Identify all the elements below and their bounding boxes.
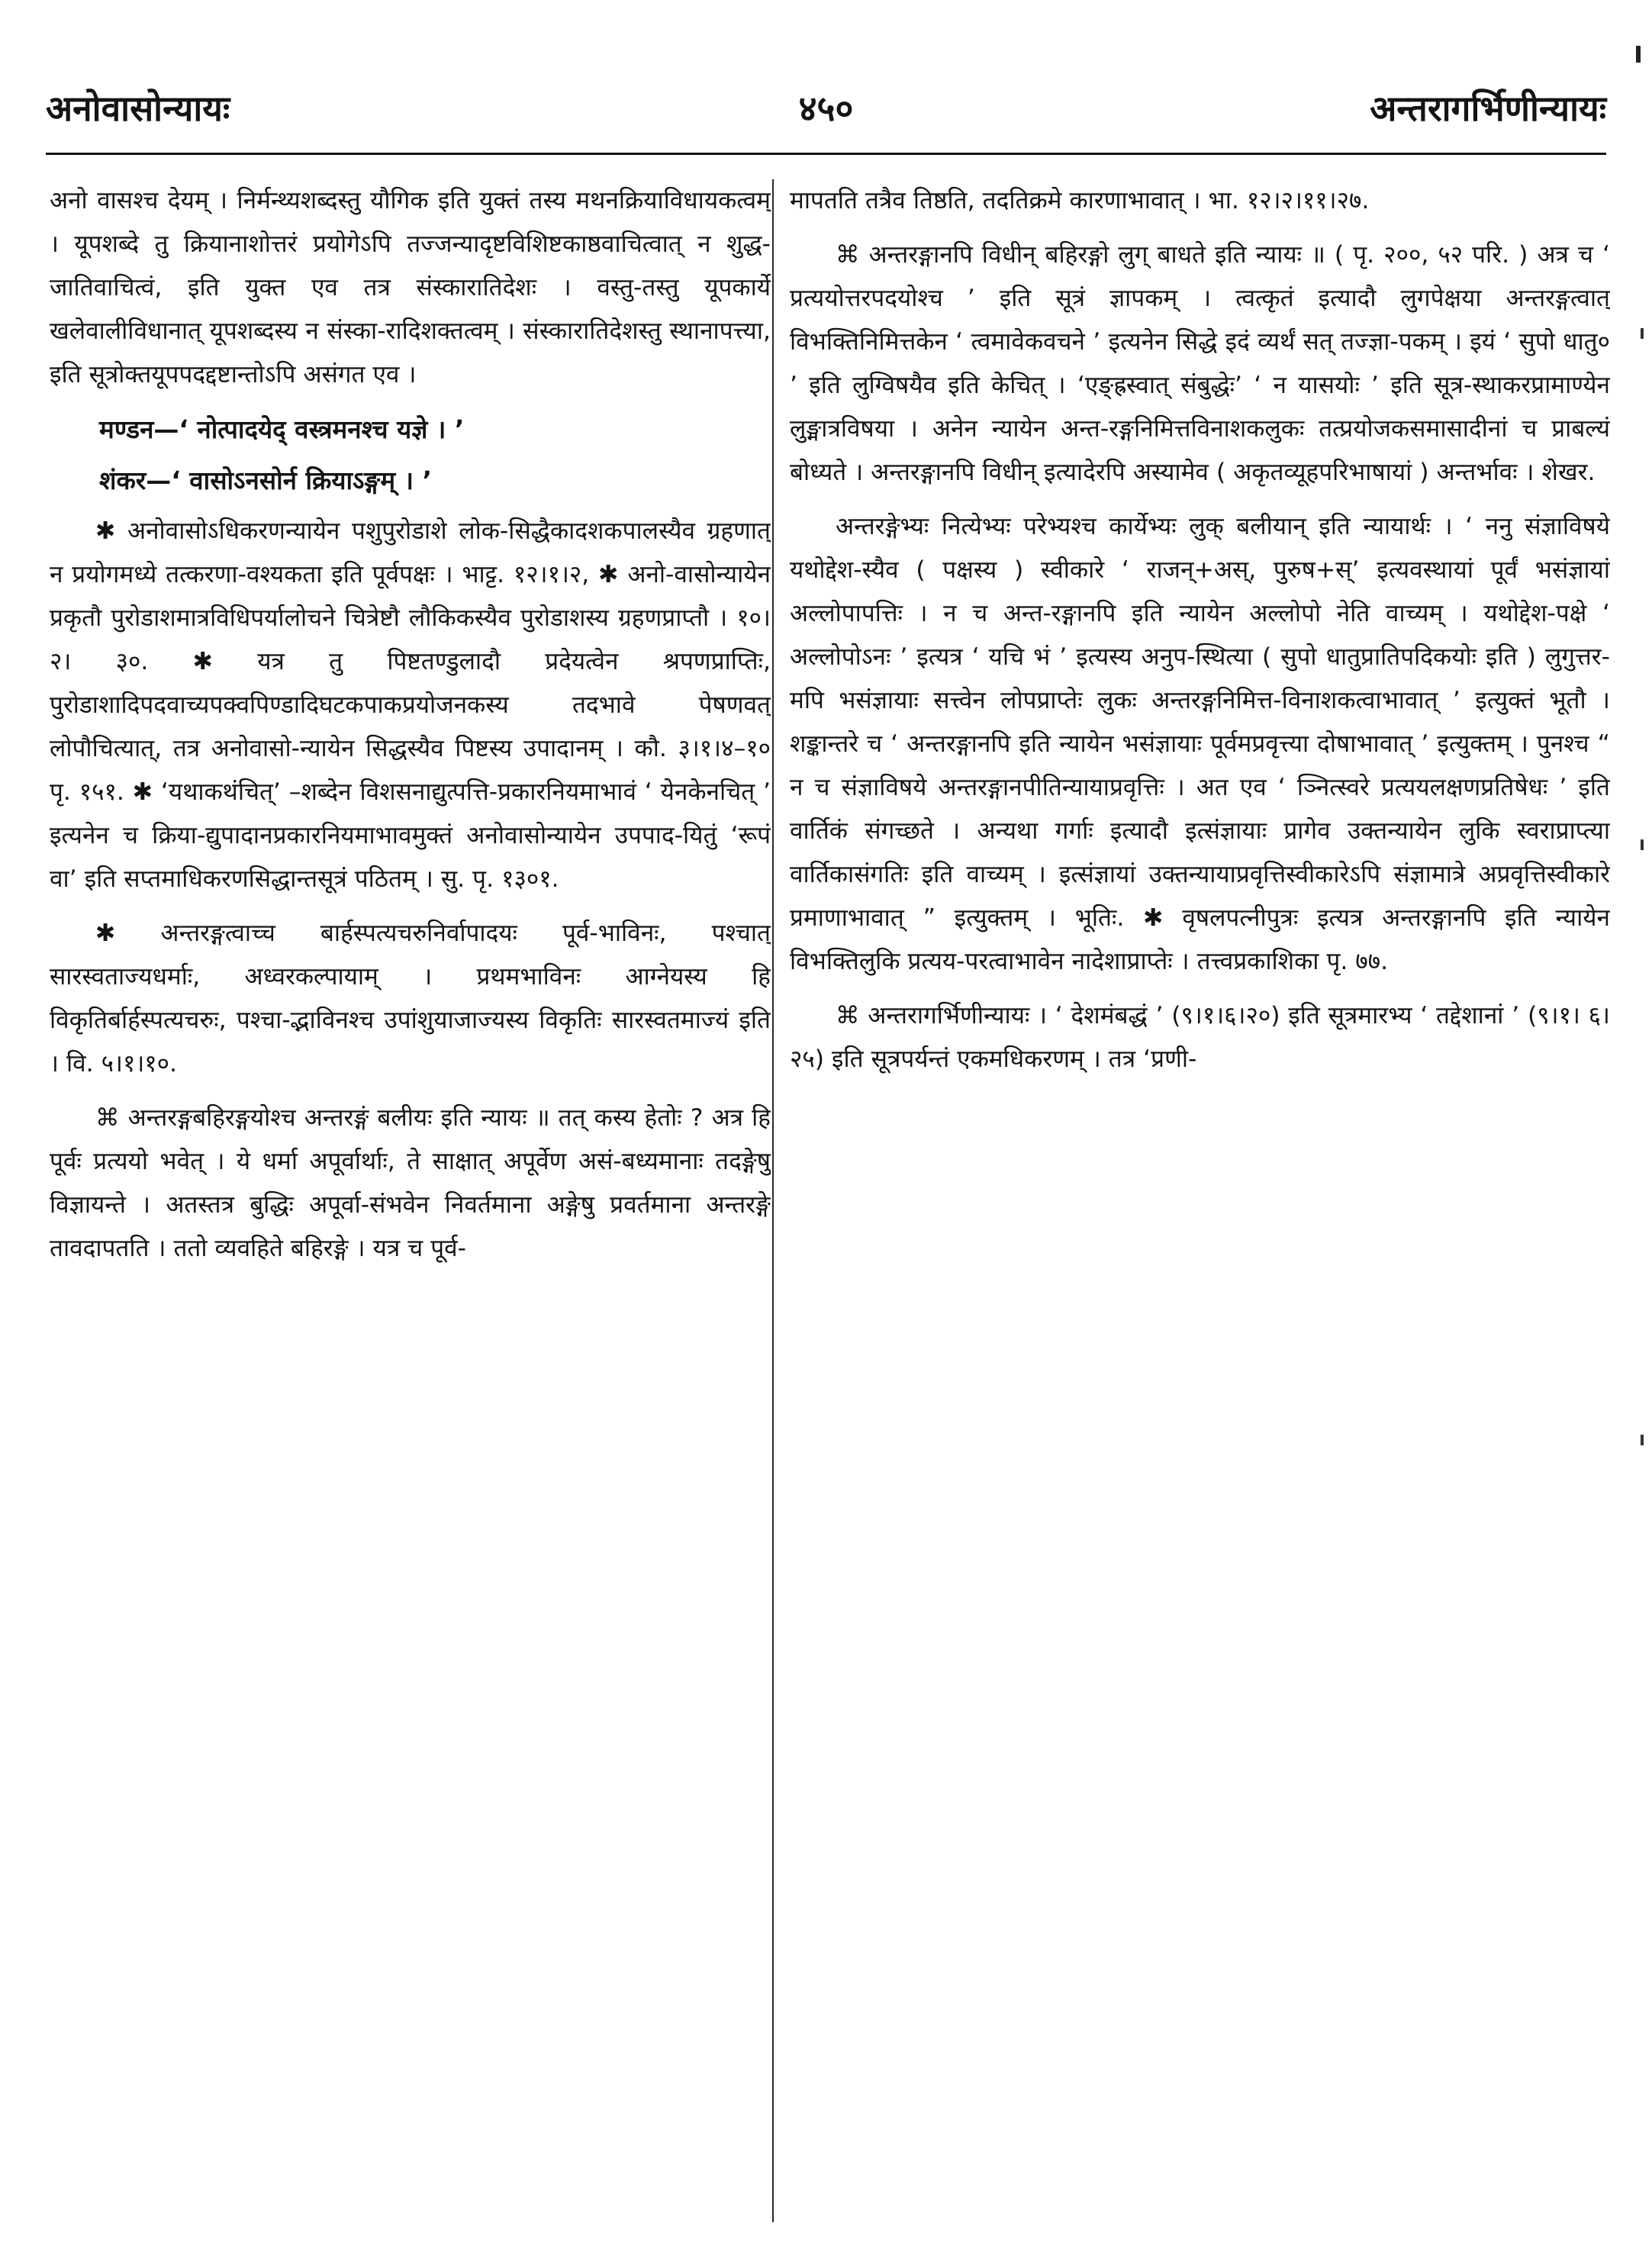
paragraph: ⌘ अन्तरागर्भिणीन्यायः । ‘ देशमंबद्धं ’ (९।१।६।२०) इति सूत्रमारभ्य ‘ तद्देशानां ’ (९।१। ६।२५) इति सूत्रपर्यन्तं एकमधिकरणम् । तत्र ‘प्रणी- — [790, 1002, 1610, 1073]
scan-mark — [1641, 328, 1644, 339]
paragraph: ✱ अनोवासोऽधिकरणन्यायेन पशुपुरोडाशे लोक-सिद्धैकादशकपालस्यैव ग्रहणात् न प्रयोगमध्ये तत्करणा-वश्यकता इति पूर्वपक्षः । भाट्ट. १२।१।२, ✱ अनो-वासोन्यायेन प्रकृतौ पुरोडाशमात्रविधिपर्यालोचने चित्रेष्टौ लौकिकस्यैव पुरोडाशस्य ग्रहणप्राप्तौ । १०।२। ३०. ✱ यत्र तु पिष्टतण्डुलादौ प्रदेयत्वेन श्रपणप्राप्तिः, पुरोडाशादिपदवाच्यपक्वपिण्डादिघटकपाकप्रयोजनकस्य तदभावे पेषणवत् लोपौचित्यात्, तत्र अनोवासो-न्यायेन सिद्धस्यैव पिष्टस्य उपादानम् । कौ. ३।१।४–१० पृ. १५१. ✱ ‘यथाकथंचित्’ –शब्देन विशसनाद्युत्पत्ति-प्रकारनियमाभावं ‘ येनकेनचित् ’ इत्यनेन च क्रिया-द्युपादानप्रकारनियमाभावमुक्तं अनोवासोन्यायेन उपपाद-यितुं ‘रूपं वा’ इति सप्तमाधिकरणसिद्धान्तसूत्रं पठितम् । सु. पृ. १३०१. — [50, 517, 771, 893]
scan-mark — [1641, 839, 1644, 850]
verse-line: शंकर—‘ वासोऽनसोर्न क्रियाऽङ्गम् । ’ — [99, 466, 433, 495]
paragraph: ⌘ अन्तरङ्गानपि विधीन् बहिरङ्गो लुग् बाधते इति न्यायः ॥ ( पृ. २००, ५२ परि. ) अत्र च ‘ प्रत्ययोत्तरपदयोश्च ’ इति सूत्रं ज्ञापकम् । त्वत्कृतं इत्यादौ लुगपेक्षया अन्तरङ्गत्वात् विभक्तिनिमित्तकेन ‘ त्वमावेकवचने ’ इत्यनेन सिद्धे इदं व्यर्थं सत् तज्ज्ञा-पकम् । इयं ‘ सुपो धातु० ’ इति लुग्विषयैव इति केचित् । ‘एङ्ह्रस्वात् संबुद्धेः’ ‘ न यासयोः ’ इति सूत्र-स्थाकरप्रामाण्येन लुङ्मात्रविषया । अनेन न्यायेन अन्त-रङ्गनिमित्तविनाशकलुकः तत्प्रयोजकसमासादीनां च प्राबल्यं बोध्यते । अन्तरङ्गानपि विधीन् इत्यादेरपि अस्यामेव ( अकृतव्यूहपरिभाषायां ) अन्तर्भावः । शेखर. — [790, 241, 1610, 486]
verse-line: मण्डन—‘ नोत्पादयेद् वस्त्रमनश्च यज्ञे । ’ — [99, 414, 465, 444]
paragraph: अन्तरङ्गेभ्यः नित्येभ्यः परेभ्यश्च कार्येभ्यः लुक् बलीयान् इति न्यायार्थः । ‘ ननु संज्ञाविषये यथोद्देश-स्यैव ( पक्षस्य ) स्वीकारे ‘ राजन्+अस्, पुरुष+स्’ इत्यवस्थायां पूर्वं भसंज्ञायां अल्लोपापत्तिः । न च अन्त-रङ्गानपि इति न्यायेन अल्लोपो नेति वाच्यम् । यथोद्देश-पक्षे ‘ अल्लोपोऽनः ’ इत्यत्र ‘ यचि भं ’ इत्यस्य अनुप-स्थित्या ( सुपो धातुप्रातिपदिकयोः इति ) लुगुत्तर-मपि भसंज्ञायाः सत्त्वेन लोपप्राप्तेः लुकः अन्तरङ्गनिमित्त-विनाशकत्वाभावात् ’ इत्युक्तं भूतौ । शङ्कान्तरे च ‘ अन्तरङ्गानपि इति न्यायेन भसंज्ञायाः पूर्वमप्रवृत्त्या दोषाभावात् ’ इत्युक्तम् । पुनश्च “ न च संज्ञाविषये अन्तरङ्गानपीतिन्यायाप्रवृत्तिः । अत एव ‘ ञ्नित्स्वरे प्रत्ययलक्षणप्रतिषेधः ’ इति वार्तिकं संगच्छते । अन्यथा गर्गाः इत्यादौ इत्संज्ञायाः प्रागेव उक्तन्यायेन लुकि स्वराप्राप्त्या वार्तिकासंगतिः इति वाच्यम् । इत्संज्ञायां उक्तन्यायाप्रवृत्तिस्वीकारेऽपि संज्ञामात्रे अप्रवृत्तिस्वीकारे प्रमाणाभावात् ” इत्युक्तम् । भूतिः. ✱ वृषलपत्नीपुत्रः इत्यत्र अन्तरङ्गानपि इति न्यायेन विभक्तिलुकि प्रत्यय-परत्वाभावेन नादेशाप्राप्तेः । तत्त्वप्रकाशिका पृ. ७७. — [790, 513, 1610, 975]
paragraph: ⌘ अन्तरङ्गबहिरङ्गयोश्च अन्तरङ्गं बलीयः इति न्यायः ॥ तत् कस्य हेतोः ? अत्र हि पूर्वः प्रत्ययो भवेत् । ये धर्मा अपूर्वार्थाः, ते साक्षात् अपूर्वेण असं-बध्यमानाः तदङ्गेषु विज्ञायन्ते । अतस्तत्र बुद्धिः अपूर्वा-संभवेन निवर्तमाना अङ्गेषु प्रवर्तमाना अन्तरङ्गे तावदापतति । ततो व्यवहिते बहिरङ्गे । यत्र च पूर्व- — [50, 1104, 771, 1262]
running-title-left: अनोवासोन्यायः — [46, 88, 230, 129]
paragraph: मापतति तत्रैव तिष्ठति, तदतिक्रमे कारणाभावात् । भा. १२।२।११।२७. — [790, 187, 1370, 214]
left-column — [50, 179, 771, 2237]
right-column — [790, 179, 1610, 2237]
paragraph: अनो वासश्च देयम् । निर्मन्थ्यशब्दस्तु यौगिक इति युक्तं तस्य मथनक्रियाविधायकत्वम् । यूपशब्दे तु क्रियानाशोत्तरं प्रयोगेऽपि तज्जन्यादृष्टविशिष्टकाष्ठवाचित्वात् न शुद्ध-जातिवाचित्वं, इति युक्त एव तत्र संस्कारातिदेशः । वस्तु-तस्तु यूपकार्ये खलेवालीविधानात् यूपशब्दस्य न संस्का-रादिशक्तत्वम् । संस्कारातिदेशस्तु स्थानापत्त्या, इति सूत्रोक्तयूपपदद्दष्टान्तोऽपि असंगत एव । — [50, 187, 771, 388]
header-rule — [46, 153, 1606, 155]
scan-mark — [1636, 46, 1641, 63]
page-number: ४५० — [798, 88, 854, 129]
paragraph: ✱ अन्तरङ्गत्वाच्च बार्हस्पत्यचरुनिर्वापादयः पूर्व-भाविनः, पश्चात् सारस्वताज्यधर्माः, अध्वरकल्पायाम् । प्रथमभाविनः आग्नेयस्य हि विकृतिर्बार्हस्पत्यचरुः, पश्चा-द्भाविनश्च उपांशुयाजाज्यस्य विकृतिः सारस्वतमाज्यं इति । वि. ५।१।१०. — [50, 920, 771, 1078]
running-title-right: अन्तरागर्भिणीन्यायः — [1370, 88, 1606, 129]
running-head — [46, 84, 1606, 145]
column-divider — [772, 179, 774, 2222]
scan-mark — [1641, 1435, 1644, 1445]
